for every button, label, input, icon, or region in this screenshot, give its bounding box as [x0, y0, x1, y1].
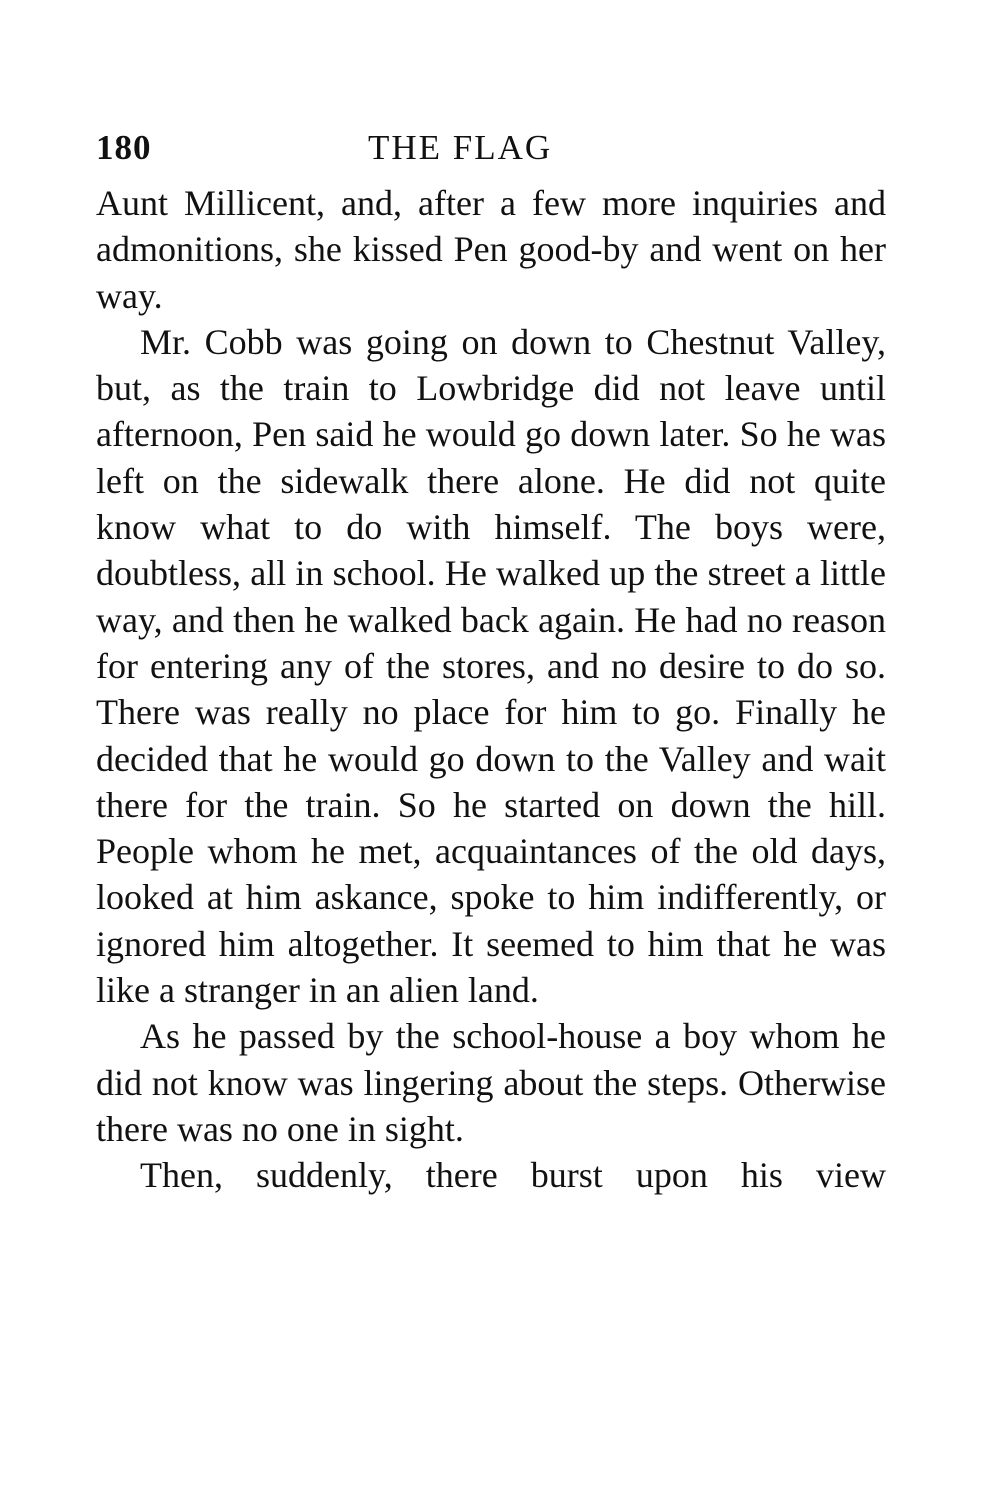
body-text — [96, 180, 886, 1199]
book-page — [96, 118, 886, 1199]
page-number: 180 — [96, 128, 152, 167]
running-head — [96, 118, 886, 180]
paragraph-school-house: As he passed by the school-house a boy whom he did not know was lingering about the steps. Otherwise there was no one in sight. — [96, 1016, 886, 1149]
paragraph-continued: Aunt Millicent, and, after a few more inquiries and admonitions, she kissed Pen good-by and went on her way. — [96, 183, 886, 316]
paragraph-mr-cobb: Mr. Cobb was going on down to Chestnut Valley, but, as the train to Lowbridge did not leave until afternoon, Pen said he would go down later. So he was left on the sidewalk there alone. He did not quite know what to do with himself. The boys were, doubtless, all in school. He walked up the street a little way, and then he walked back again. He had no reason for entering any of the stores, and no desire to do so. There was really no place for him to go. Finally he decided that he would go down to the Valley and wait there for the train. So he started on down the hill. People whom he met, acquaintances of the old days, looked at him askance, spoke to him indifferently, or ignored him altogether. It seemed to him that he was like a stranger in an alien land. — [96, 321, 886, 1011]
paragraph-then-suddenly: Then, suddenly, there burst upon his view — [140, 1155, 886, 1196]
running-title: THE FLAG — [368, 128, 553, 167]
